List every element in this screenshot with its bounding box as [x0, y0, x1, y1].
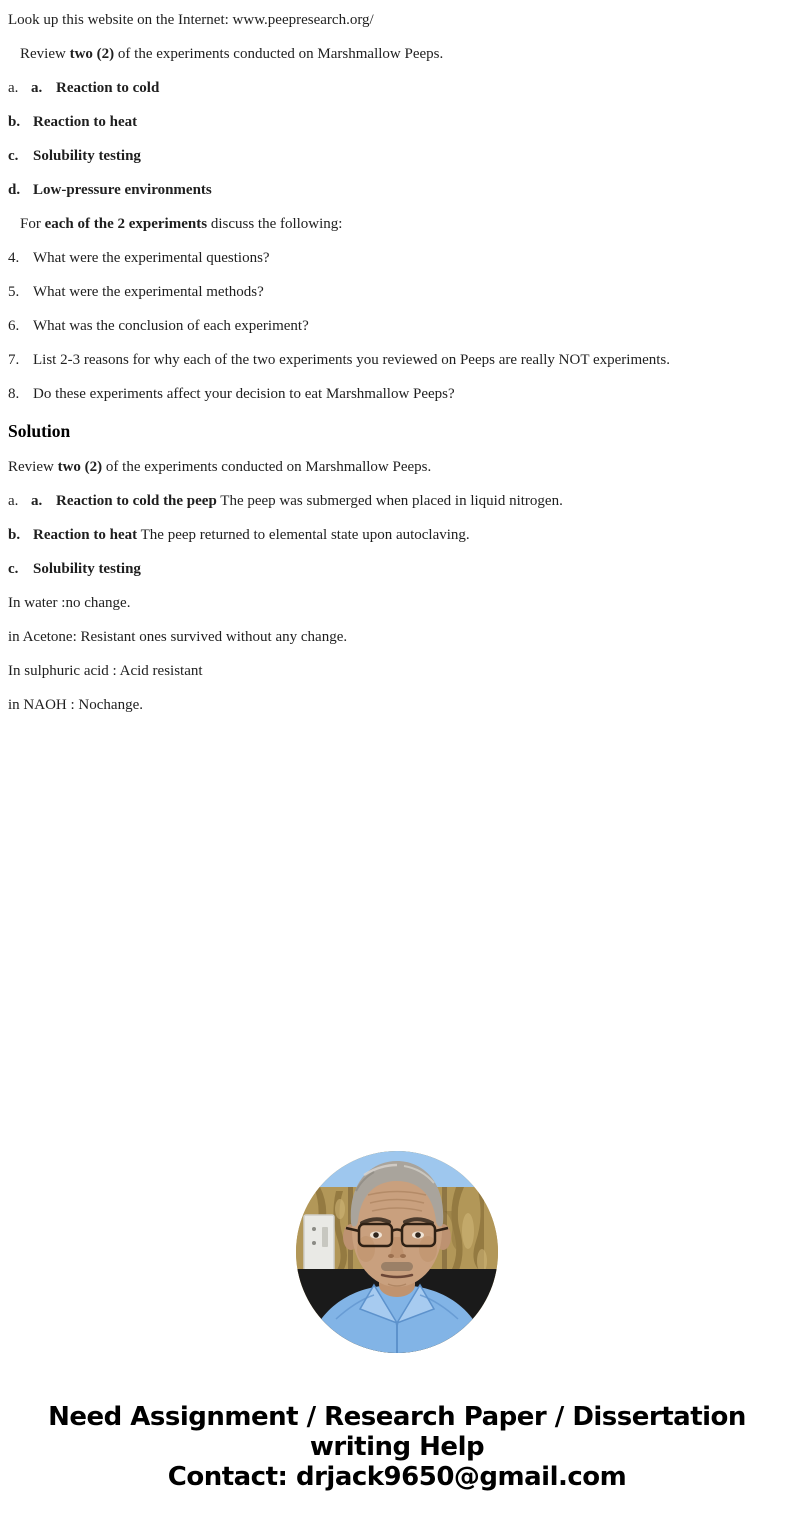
result-naoh — [8, 697, 786, 714]
paragraph-solution-review — [8, 459, 786, 476]
list-marker: b. — [8, 114, 21, 130]
list-marker: a. — [31, 80, 43, 96]
text-run: In sulphuric acid : Acid resistant — [8, 663, 203, 679]
result-water — [8, 595, 786, 612]
text-run: Review — [8, 459, 58, 475]
bold-run: two (2) — [57, 459, 103, 475]
bold-run: two (2) — [69, 46, 115, 62]
list-marker: b. — [8, 527, 21, 543]
experiment-label: Reaction to heat — [33, 114, 138, 130]
text-run: In water :no change. — [8, 595, 131, 611]
list-marker: a. — [8, 80, 19, 96]
question-item-7 — [8, 352, 786, 369]
person-photo-illustration — [296, 1151, 498, 1353]
paragraph-for-each — [8, 216, 786, 233]
paragraph-review — [8, 46, 786, 63]
solution-item-c — [8, 561, 786, 578]
text-run: in NAOH : Nochange. — [8, 697, 143, 713]
question-item-6 — [8, 318, 786, 335]
question-item-4 — [8, 250, 786, 267]
list-marker: 7. — [8, 352, 20, 368]
list-marker: 5. — [8, 284, 20, 300]
switch-panel — [304, 1215, 334, 1273]
question-text: Do these experiments affect your decision to eat Marshmallow Peeps? — [33, 386, 455, 402]
question-text: What was the conclusion of each experiment? — [33, 318, 309, 334]
avatar — [296, 1151, 498, 1353]
list-marker: 4. — [8, 250, 20, 266]
question-text: What were the experimental methods? — [33, 284, 264, 300]
text-run: in Acetone: Resistant ones survived without any change. — [8, 629, 348, 645]
question-item-5 — [8, 284, 786, 301]
list-item-experiment-a — [8, 80, 786, 97]
solution-item-b — [8, 527, 786, 544]
footer-line-1: Need Assignment / Research Paper / Dissertation — [48, 1402, 746, 1432]
solution-label: Reaction to cold the peep — [56, 493, 217, 509]
question-item-8 — [8, 386, 786, 403]
list-marker: a. — [8, 493, 19, 509]
footer-banner — [8, 1402, 786, 1492]
list-marker: 6. — [8, 318, 20, 334]
experiment-label: Solubility testing — [33, 148, 141, 164]
list-marker: c. — [8, 148, 19, 164]
result-acetone — [8, 629, 786, 646]
solution-label: Reaction to heat — [33, 527, 138, 543]
list-item-experiment-b — [8, 114, 786, 131]
text-run: Review — [20, 46, 70, 62]
list-marker: 8. — [8, 386, 20, 402]
solution-heading: Solution — [8, 421, 71, 441]
text-run: of the experiments conducted on Marshmallow Peeps. — [114, 46, 444, 62]
result-sulphuric-acid — [8, 663, 786, 680]
mustache — [381, 1262, 413, 1271]
experiment-label: Reaction to cold — [56, 80, 160, 96]
list-marker: a. — [31, 493, 43, 509]
text-run: Look up this website on the Internet: www.peepresearch.org/ — [8, 12, 374, 28]
text-run: of the experiments conducted on Marshmallow Peeps. — [102, 459, 432, 475]
list-item-experiment-d — [8, 182, 786, 199]
footer-contact-line: Contact: drjack9650@gmail.com — [167, 1462, 627, 1492]
bold-run: each of the 2 experiments — [44, 216, 208, 232]
solution-item-a — [8, 493, 786, 510]
solution-text: The peep returned to elemental state upon autoclaving. — [137, 527, 470, 543]
footer-line-2: writing Help — [309, 1432, 485, 1462]
question-text: List 2-3 reasons for why each of the two experiments you reviewed on Peeps are really NOT experiments. — [33, 352, 671, 368]
list-marker: d. — [8, 182, 21, 198]
text-run: For — [20, 216, 45, 232]
text-run: discuss the following: — [207, 216, 343, 232]
experiment-label: Low-pressure environments — [33, 182, 212, 198]
question-text: What were the experimental questions? — [33, 250, 270, 266]
list-marker: c. — [8, 561, 19, 577]
paragraph-lookup — [8, 12, 786, 29]
solution-text: The peep was submerged when placed in liquid nitrogen. — [216, 493, 563, 509]
list-item-experiment-c — [8, 148, 786, 165]
solution-label: Solubility testing — [33, 561, 141, 577]
